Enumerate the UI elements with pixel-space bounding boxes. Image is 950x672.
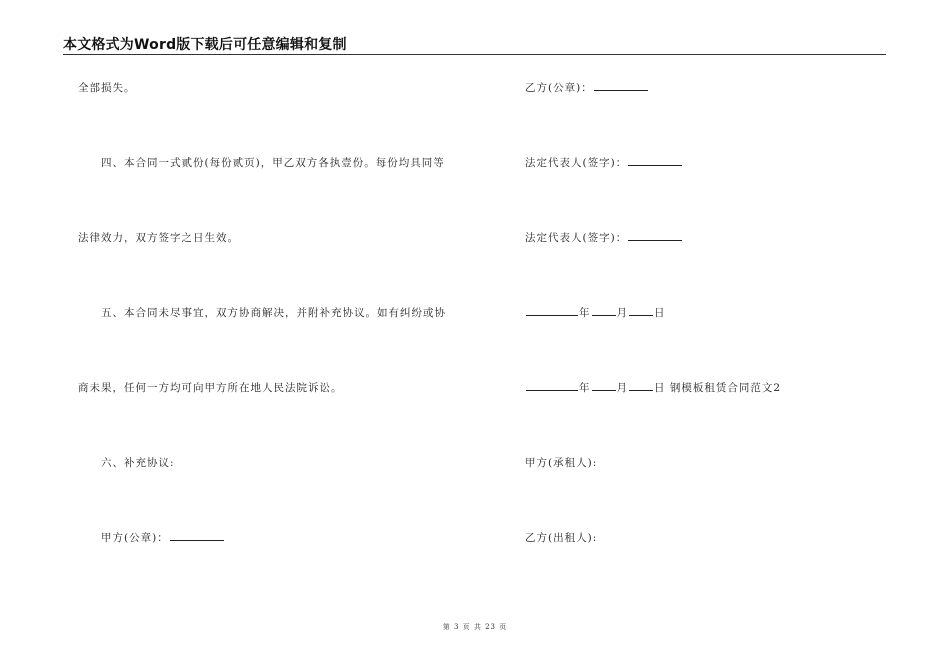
legal-rep-blank-1 (628, 155, 682, 166)
party-a-seal-line (101, 530, 225, 545)
legal-rep-blank-2 (628, 230, 682, 241)
left-line-6: 六、补充协议: (101, 457, 175, 469)
left-line-2: 四、本合同一式贰份(每份贰页)，甲乙双方各执壹份。每份均具同等 (101, 157, 445, 169)
date-line-1 (525, 305, 666, 320)
left-line-4: 五、本合同未尽事宜，双方协商解决，并附补充协议。如有纠纷或协 (101, 307, 446, 319)
party-b-seal-blank (594, 80, 648, 91)
header-divider (63, 54, 886, 55)
lessee-label: 甲方(承租人): (525, 457, 598, 469)
party-b-seal-line (525, 80, 649, 95)
legal-rep-line-1 (525, 155, 683, 170)
date-month-label-2: 月 (616, 382, 628, 394)
party-a-seal-blank (170, 530, 224, 541)
date-year-blank-2 (526, 380, 578, 391)
date-year-label-1: 年 (579, 307, 591, 319)
date-month-blank-1 (592, 305, 616, 316)
left-line-1: 全部损失。 (78, 82, 136, 94)
date-day-blank-1 (629, 305, 653, 316)
left-line-3: 法律效力，双方签字之日生效。 (78, 232, 239, 244)
page-header-title: 本文格式为Word版下载后可任意编辑和复制 (63, 37, 347, 53)
legal-rep-label-2: 法定代表人(签字)： (525, 232, 628, 244)
date-month-label-1: 月 (616, 307, 628, 319)
legal-rep-label-1: 法定代表人(签字)： (525, 157, 628, 169)
date-day-and-title-label: 日 钢模板租赁合同范文2 (654, 382, 782, 394)
party-a-seal-label: 甲方(公章)： (101, 532, 169, 544)
party-b-seal-label: 乙方(公章)： (525, 82, 593, 94)
date-month-blank-2 (592, 380, 616, 391)
date-line-2 (525, 380, 781, 395)
page-number: 第 3 页 共 23 页 (442, 623, 508, 631)
left-line-5: 商未果，任何一方均可向甲方所在地人民法院诉讼。 (78, 382, 343, 394)
legal-rep-line-2 (525, 230, 683, 245)
date-day-blank-2 (629, 380, 653, 391)
lessor-label: 乙方(出租人): (525, 532, 598, 544)
date-year-label-2: 年 (579, 382, 591, 394)
date-year-blank-1 (526, 305, 578, 316)
date-day-label-1: 日 (654, 307, 666, 319)
